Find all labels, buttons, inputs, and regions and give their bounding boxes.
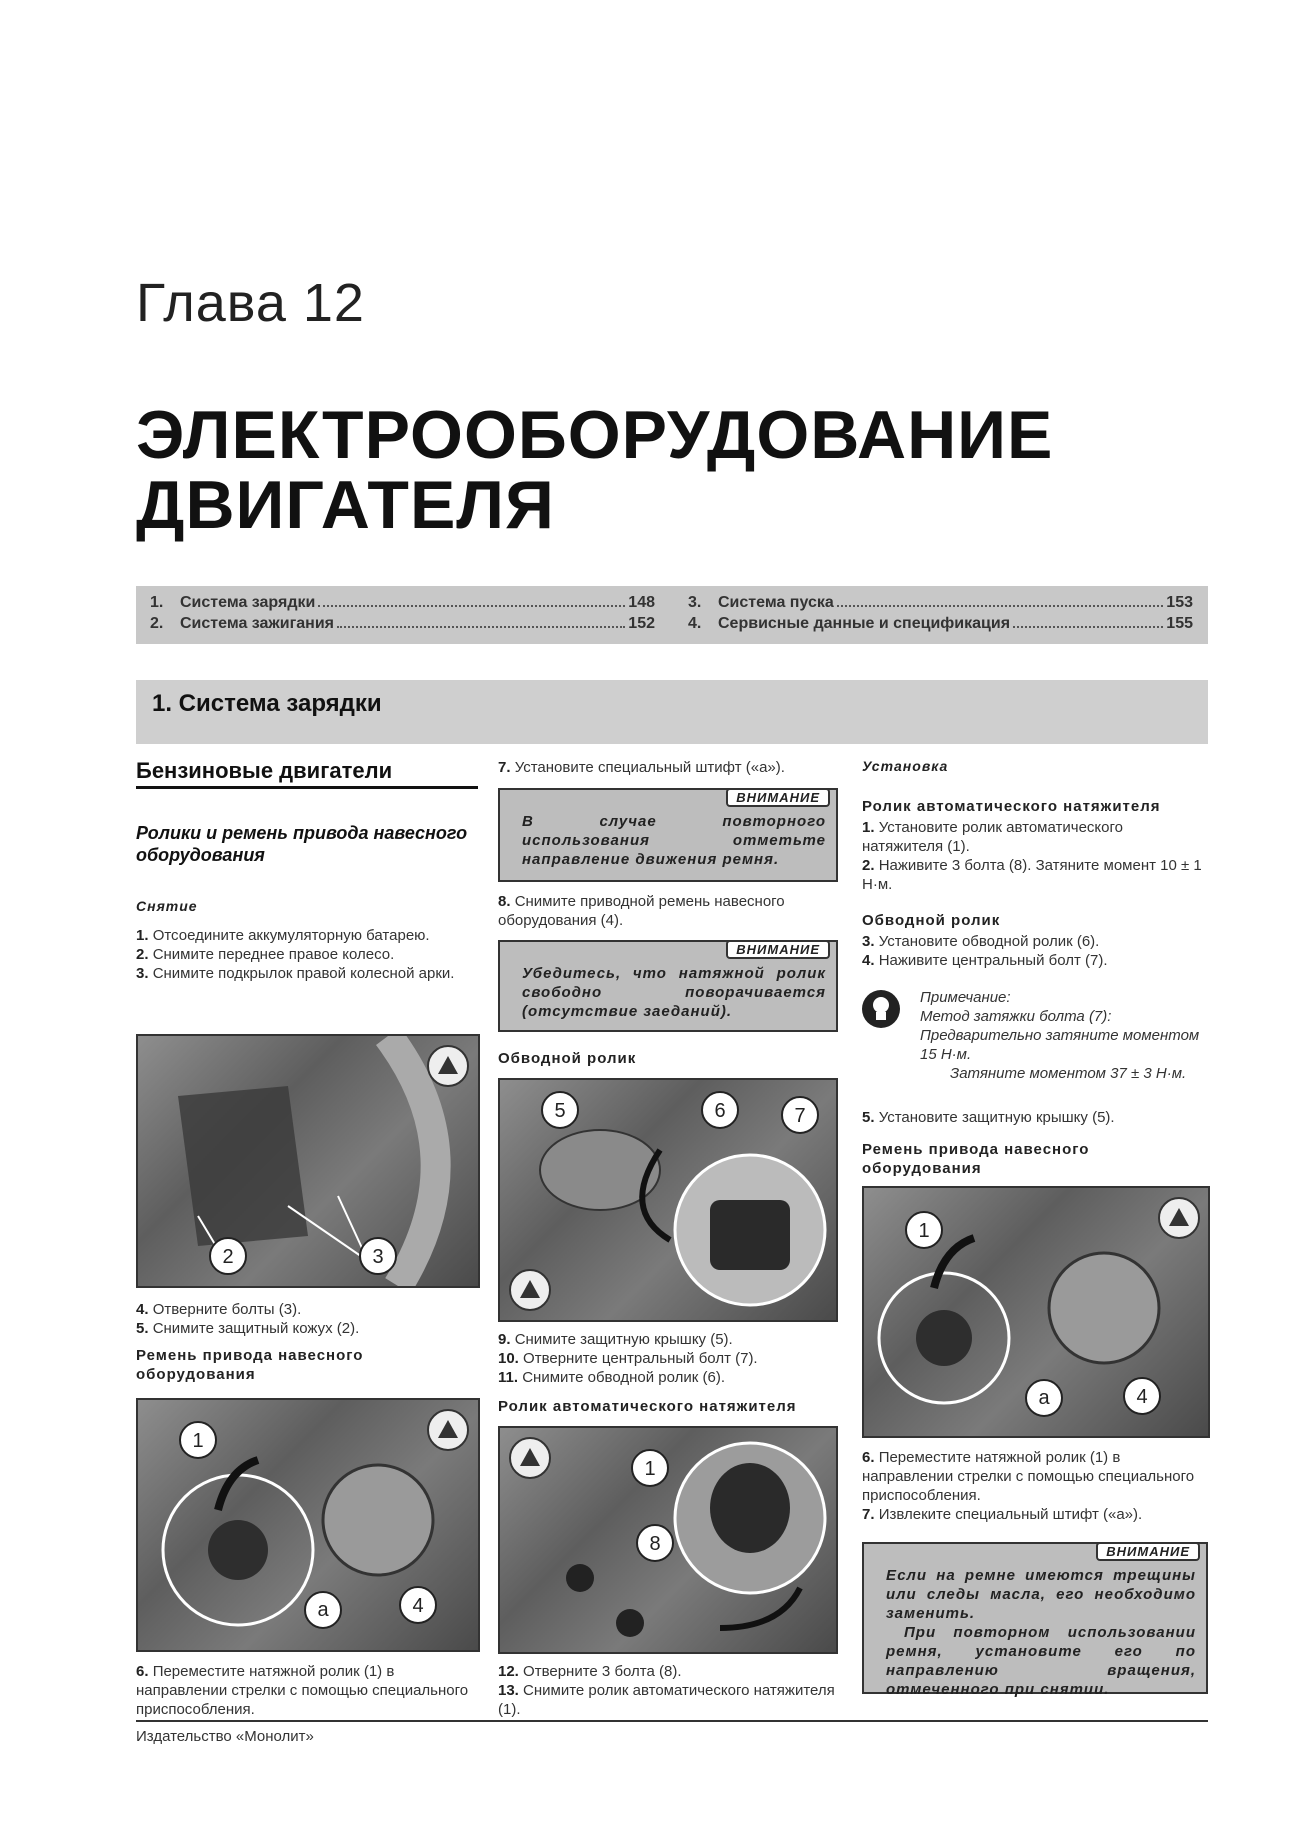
publisher-footer: Издательство «Монолит» bbox=[136, 1728, 314, 1745]
note-block bbox=[920, 988, 1208, 1083]
callout-label: 1 bbox=[192, 1430, 204, 1452]
removal-steps-4 bbox=[498, 1662, 838, 1719]
list-item: 5. Установите защитную крышку (5). bbox=[862, 1109, 1115, 1126]
heading-rule bbox=[136, 786, 478, 789]
note-line: Метод затяжки болта (7): bbox=[920, 1008, 1112, 1025]
removal-steps-3 bbox=[498, 1330, 838, 1387]
footer-rule bbox=[136, 1720, 1208, 1722]
callout-label: 1 bbox=[644, 1458, 656, 1480]
photo-belt-install bbox=[862, 1186, 1210, 1438]
callout-label: 8 bbox=[649, 1533, 661, 1555]
warning-paragraph: Если на ремне имеются трещины или следы масла, его необходимо заменить. bbox=[886, 1567, 1196, 1622]
chapter-title bbox=[136, 397, 1136, 543]
photo-belt-install-drawing bbox=[864, 1188, 1208, 1436]
belt-heading: Ремень привода навесного оборудования bbox=[136, 1347, 364, 1383]
pulleys-belt-heading: Ролики и ремень привода навесного оборудования bbox=[136, 823, 468, 865]
list-item: 2. Наживите 3 болта (8). Затяните момент 10 ± 1 Н·м. bbox=[862, 857, 1202, 893]
toc-item[interactable]: 1. Система зарядки 148 bbox=[150, 594, 655, 611]
callout-label: 6 bbox=[714, 1100, 726, 1122]
install-heading: Установка bbox=[862, 758, 949, 774]
list-item: 13. Снимите ролик автоматического натяжителя (1). bbox=[498, 1682, 835, 1718]
photo-belt-tensioner-drawing bbox=[138, 1400, 478, 1650]
callout-label: a bbox=[1038, 1387, 1050, 1409]
list-item: 9. Снимите защитную крышку (5). bbox=[498, 1331, 733, 1348]
photo-wheel-arch bbox=[136, 1034, 480, 1288]
list-item: 3. Установите обводной ролик (6). bbox=[862, 933, 1100, 950]
idler-heading: Обводной ролик bbox=[498, 1050, 637, 1067]
list-item: 4. Наживите центральный болт (7). bbox=[862, 952, 1108, 969]
toc-item[interactable]: 3. Система пуска 153 bbox=[688, 594, 1193, 611]
callout-label: 1 bbox=[918, 1220, 930, 1242]
install-steps-2 bbox=[862, 932, 1208, 970]
warning-box bbox=[862, 1542, 1208, 1698]
chapter-title-line2: ДВИГАТЕЛЯ bbox=[136, 467, 555, 543]
warning-label: ВНИМАНИЕ bbox=[1096, 1542, 1200, 1561]
list-item: 11. Снимите обводной ролик (6). bbox=[498, 1369, 725, 1386]
photo-belt-tensioner bbox=[136, 1398, 480, 1652]
list-item: 10. Отверните центральный болт (7). bbox=[498, 1350, 758, 1367]
callout-label: 2 bbox=[222, 1246, 234, 1268]
table-of-contents bbox=[136, 586, 1208, 644]
callout-label: 4 bbox=[412, 1595, 424, 1617]
petrol-engines-heading: Бензиновые двигатели bbox=[136, 758, 393, 783]
callout-label: 4 bbox=[1136, 1386, 1148, 1408]
list-item: 7. Установите специальный штифт («а»). bbox=[498, 759, 785, 776]
chapter-label: Глава 12 bbox=[136, 273, 365, 333]
list-item: 1. Отсоедините аккумуляторную батарею. bbox=[136, 927, 430, 944]
list-item: 6. Переместите натяжной ролик (1) в направлении стрелки с помощью специального приспособления. bbox=[136, 1663, 469, 1718]
install-steps-1 bbox=[862, 818, 1208, 894]
note-title: Примечание: bbox=[920, 989, 1011, 1006]
list-item: 2. Снимите переднее правое колесо. bbox=[136, 946, 395, 963]
note-line: Затяните моментом 37 ± 3 Н·м. bbox=[950, 1065, 1187, 1082]
photo-idler-pulley-drawing bbox=[500, 1080, 836, 1320]
warning-text: В случае повторного использования отметьте направление движения ремня. bbox=[522, 813, 826, 868]
list-item: 5. Снимите защитный кожух (2). bbox=[136, 1320, 360, 1337]
photo-idler-pulley bbox=[498, 1078, 838, 1322]
callout-label: 7 bbox=[794, 1105, 806, 1127]
section-title: 1. Система зарядки bbox=[152, 690, 382, 717]
list-item: 12. Отверните 3 болта (8). bbox=[498, 1663, 682, 1680]
belt-install-heading: Ремень привода навесного оборудования bbox=[862, 1141, 1090, 1177]
removal-steps-2 bbox=[136, 1300, 478, 1338]
photo-auto-tensioner bbox=[498, 1426, 838, 1654]
callout-label: 5 bbox=[554, 1100, 566, 1122]
install-steps-3 bbox=[862, 1448, 1208, 1524]
list-item: 4. Отверните болты (3). bbox=[136, 1301, 302, 1318]
idler-install-heading: Обводной ролик bbox=[862, 912, 1001, 929]
callout-label: 3 bbox=[372, 1246, 384, 1268]
chapter-title-line1: ЭЛЕКТРООБОРУДОВАНИЕ bbox=[136, 397, 1054, 473]
removal-heading: Снятие bbox=[136, 898, 198, 914]
tensioner-install-heading: Ролик автоматического натяжителя bbox=[862, 798, 1161, 815]
photo-wheel-arch-drawing bbox=[138, 1036, 478, 1286]
warning-box bbox=[498, 940, 838, 1032]
warning-label: ВНИМАНИЕ bbox=[726, 940, 830, 959]
tensioner-heading: Ролик автоматического натяжителя bbox=[498, 1398, 797, 1415]
warning-label: ВНИМАНИЕ bbox=[726, 788, 830, 807]
lightbulb-icon bbox=[862, 990, 900, 1028]
photo-auto-tensioner-drawing bbox=[500, 1428, 836, 1652]
toc-item[interactable]: 4. Сервисные данные и спецификация 155 bbox=[688, 615, 1193, 632]
warning-text: Убедитесь, что натяжной ролик свободно поворачивается (отсутствие заеданий). bbox=[522, 965, 826, 1020]
toc-item[interactable]: 2. Система зажигания 152 bbox=[150, 615, 655, 632]
list-item: 3. Снимите подкрылок правой колесной арки. bbox=[136, 965, 455, 982]
warning-box bbox=[498, 788, 838, 882]
warning-paragraph: При повторном использовании ремня, установите его по направлению вращения, отмеченного при снятии. bbox=[886, 1624, 1196, 1698]
list-item: 7. Извлеките специальный штифт («а»). bbox=[862, 1506, 1143, 1523]
callout-label: a bbox=[317, 1599, 329, 1621]
removal-steps-1 bbox=[136, 926, 478, 983]
list-item: 6. Переместите натяжной ролик (1) в направлении стрелки с помощью специального приспособления. bbox=[862, 1449, 1195, 1504]
list-item: 8. Снимите приводной ремень навесного оборудования (4). bbox=[498, 893, 785, 929]
note-line: Предварительно затяните моментом 15 Н·м. bbox=[920, 1027, 1200, 1063]
list-item: 1. Установите ролик автоматического натяжителя (1). bbox=[862, 819, 1123, 855]
warning-text bbox=[886, 1566, 1196, 1699]
